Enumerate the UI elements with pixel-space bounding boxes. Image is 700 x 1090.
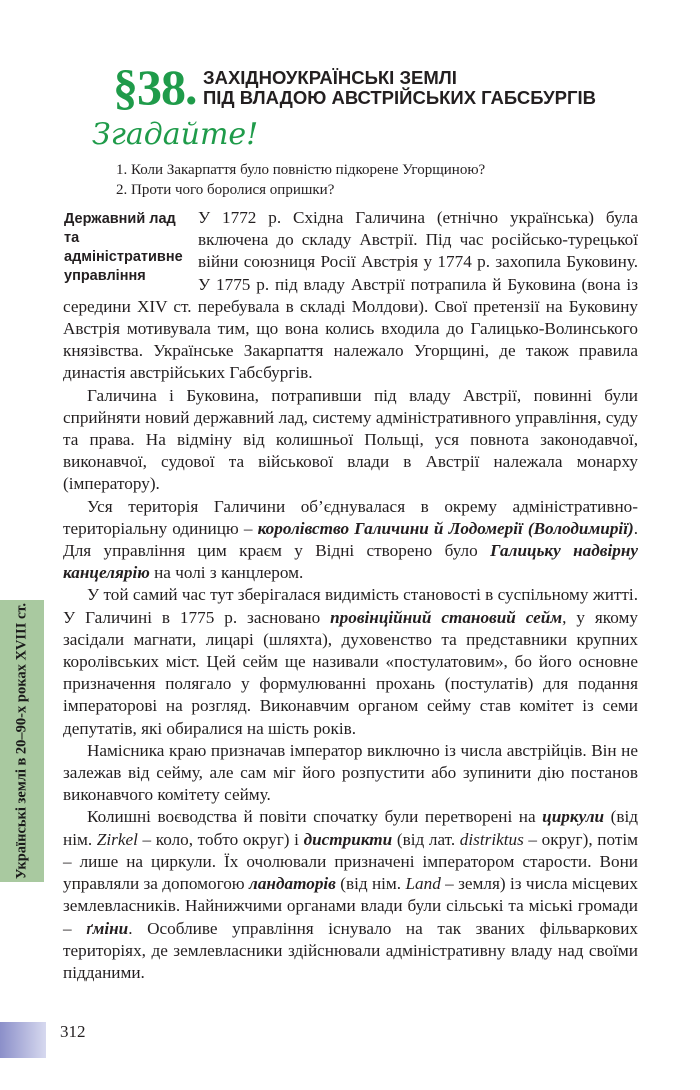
recall-questions — [116, 160, 485, 200]
margin-note: Державний лад та адміністративне управління — [64, 211, 183, 284]
page-corner-bar — [0, 1022, 46, 1058]
term: дистрикти — [303, 829, 393, 849]
recall-question: 2. Проти чого боролися опришки? — [116, 182, 335, 198]
term: провінційний становий сейм — [330, 607, 563, 627]
paragraph: У той самий час тут зберігалася видимість становості в суспільному житті. У Галичині в 1775 р. засновано провінційний становий сейм, у якому засідали магнати, лицарі (шляхта), духовенство та представники крупних королівських міст. Цей сейм ще називали «постулатовим», бо його основне призначення полягало у формулюванні прохань (постулатів) для подання імператорові на розгляд. Виконавчим органом сейму став комітет із семи депутатів, які обиралися на шість років. — [63, 585, 638, 738]
paragraph: Намісника краю призначав імператор виключно із числа австрійців. Він не залежав від сейму, але сам міг його розпустити або зупинити дію постанов виконавчого комітету сейму. — [63, 740, 638, 805]
foreign-word: Zirkel — [96, 829, 138, 849]
term: циркули — [542, 807, 605, 827]
paragraph: Уся територія Галичини об’єднувалася в окрему адміністративно-територіальну одиницю – королівство Галичини й Лодомерії (Володимирії). Для управління цим краєм у Відні створено було Галицьку надвірну канцелярію на чолі з канцлером. — [63, 496, 638, 583]
term: ландаторів — [249, 874, 336, 894]
recall-question: 1. Коли Закарпаття було повністю підкорене Угорщиною? — [116, 162, 486, 178]
paragraph: Галичина і Буковина, потрапивши під владу Австрії, повинні були сприйняти новий державний лад, систему адміністративного управління, суду та права. На відміну від колишньої Польщі, уся повнота законодавчої, виконавчої, судової та військової влади в Австрії належала монарху (імператору). — [63, 385, 638, 494]
paragraph: У 1772 р. Східна Галичина (етнічно українська) була включена до складу Австрії. Під час російсько-турецької війни союзниця Росії Австрія у 1774 р. захопила Буковину. У 1775 р. під владу Австрії потрапила й Буковина (вона із середини XIV ст. перебувала в складі Молдови). Свої претензії на Буковину Австрія мотивувала тим, що вона колись входила до Галицько-Волинського князівства. Українське Закарпаття належало Угорщині, де також правила династія австрійських Габсбургів. — [63, 208, 638, 383]
section-title — [203, 68, 596, 108]
recall-heading: Згадайте! — [92, 117, 259, 152]
paragraph: Колишні воєводства й повіти спочатку були перетворені на циркули (від нім. Zirkel – коло, тобто округ) і дистрикти (від лат. distriktus – округ), потім – лише на циркули. Їх очолювали призначені імператором старости. Вони управляли за допомогою ландаторів (від нім. Land – земля) із числа місцевих землевласників. Найнижчими органами влади були сільські та міські громади – ґміни. Особливе управління існувало на так званих фільваркових територіях, де землевласники здійснювали адміністративну владу над своїми підданими. — [63, 807, 639, 982]
foreign-word: distriktus — [459, 829, 524, 849]
section-title-line1: ЗАХІДНОУКРАЇНСЬКІ ЗЕМЛІ — [203, 67, 457, 88]
page-number: 312 — [60, 1022, 86, 1041]
term: королівство Галичини й Лодомерії (Володимирії) — [257, 518, 634, 538]
body-text — [63, 207, 638, 984]
section-title-line2: ПІД ВЛАДОЮ АВСТРІЙСЬКИХ ГАБСБУРГІВ — [203, 87, 596, 108]
section-number: §38. — [113, 59, 197, 115]
term: Галицьку надвірну канцелярію — [63, 541, 638, 583]
sidebar-chapter-label: Українські землі в 20–90-х роках XVIII ст. — [13, 602, 30, 880]
foreign-word: Land — [405, 874, 441, 894]
term: ґміни — [86, 918, 129, 938]
